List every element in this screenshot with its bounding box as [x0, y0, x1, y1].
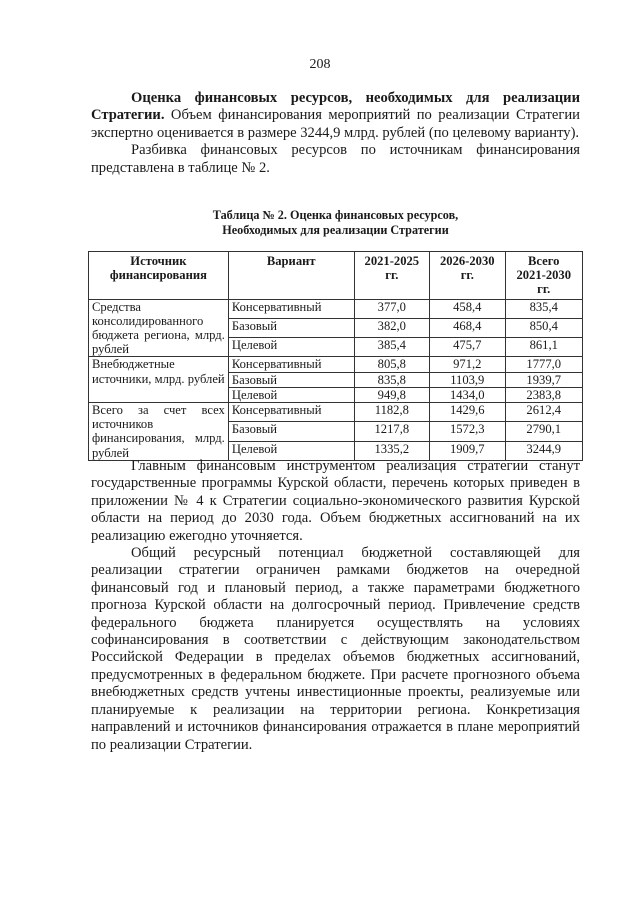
value-cell: 1434,0	[430, 387, 505, 402]
value-cell: 1429,6	[430, 403, 505, 422]
total-cell: 1777,0	[505, 357, 583, 372]
total-cell: 835,4	[505, 299, 583, 318]
table-row	[89, 403, 583, 422]
financing-table	[88, 251, 583, 461]
variant-cell: Целевой	[228, 441, 354, 460]
total-cell: 2790,1	[505, 422, 583, 441]
value-cell: 1572,3	[430, 422, 505, 441]
page-number: 208	[309, 57, 331, 72]
table-caption-line-1: Таблица № 2. Оценка финансовых ресурсов,	[212, 208, 459, 222]
value-cell: 971,2	[430, 357, 505, 372]
variant-cell: Базовый	[228, 318, 354, 337]
total-cell: 1939,7	[505, 372, 583, 387]
value-cell: 1217,8	[354, 422, 429, 441]
value-cell: 1909,7	[430, 441, 505, 460]
header-period-2021-2025: 2021-2025 гг.	[354, 252, 429, 300]
value-cell: 1335,2	[354, 441, 429, 460]
value-cell: 468,4	[430, 318, 505, 337]
value-cell: 1182,8	[354, 403, 429, 422]
variant-cell: Целевой	[228, 387, 354, 402]
total-cell: 861,1	[505, 338, 583, 357]
source-cell: Средства консолидированного бюджета региона, млрд. рублей	[89, 299, 229, 357]
header-total: Всего 2021-2030 гг.	[505, 252, 583, 300]
intro-paragraph-1-rest: Объем финансирования мероприятий по реализации Стратегии экспертно оценивается в размере 3244,9 млрд. рублей (по целевому варианту).	[91, 107, 580, 141]
total-cell: 2383,8	[505, 387, 583, 402]
variant-cell: Консервативный	[228, 299, 354, 318]
header-period-2026-2030: 2026-2030 гг.	[430, 252, 505, 300]
value-cell: 385,4	[354, 338, 429, 357]
value-cell: 949,8	[354, 387, 429, 402]
value-cell: 1103,9	[430, 372, 505, 387]
header-source: Источник финансирования	[89, 252, 229, 300]
intro-paragraph-2: Разбивка финансовых ресурсов по источникам финансирования представлена в таблице № 2.	[91, 142, 580, 176]
value-cell: 835,8	[354, 372, 429, 387]
variant-cell: Консервативный	[228, 403, 354, 422]
value-cell: 382,0	[354, 318, 429, 337]
header-variant: Вариант	[228, 252, 354, 300]
table-row	[89, 299, 583, 318]
total-cell: 2612,4	[505, 403, 583, 422]
table-header-row	[89, 252, 583, 300]
table-row	[89, 357, 583, 372]
variant-cell: Базовый	[228, 422, 354, 441]
body-paragraph-1: Главным финансовым инструментом реализация стратегии станут государственные программы Курской области, перечень которых приведен в приложении № 4 к Стратегии социально-экономического развития Курской области на период до 2030 года. Объем бюджетных ассигнований на их реализацию ежегодно уточняется.	[91, 458, 580, 544]
table-caption-line-2: Необходимых для реализации Стратегии	[222, 222, 449, 237]
intro-section	[91, 90, 580, 177]
variant-cell: Целевой	[228, 338, 354, 357]
value-cell: 377,0	[354, 299, 429, 318]
body-paragraph-2: Общий ресурсный потенциал бюджетной составляющей для реализации стратегии ограничен рамками бюджетов на очередной финансовый год и плановый период, а также параметрами бюджетного прогноза Курской области на долгосрочный период. Привлечение средств федерального бюджета планируется осуществлять на условиях софинансирования в соответствии с действующим законодательством Российской Федерации в пределах объемов бюджетных ассигнований, предусмотренных в федеральном бюджете. При расчете прогнозного объема внебюджетных средств учтены инвестиционные проекты, реализуемые или планируемые к реализации на территории региона. Конкретизация направлений и источников финансирования отражается в плане мероприятий по реализации Стратегии.	[91, 545, 580, 753]
value-cell: 475,7	[430, 338, 505, 357]
variant-cell: Базовый	[228, 372, 354, 387]
total-cell: 3244,9	[505, 441, 583, 460]
intro-paragraph-1	[91, 90, 580, 142]
body-section	[91, 458, 580, 754]
source-cell: Внебюджетные источники, млрд. рублей	[89, 357, 229, 403]
source-cell: Всего за счет всех источников финансирования, млрд. рублей	[89, 403, 229, 461]
intro-bold-lead: Оценка финансовых ресурсов, необходимых для реализации Стратегии.	[91, 90, 580, 124]
table-caption	[91, 208, 580, 237]
value-cell: 458,4	[430, 299, 505, 318]
variant-cell: Консервативный	[228, 357, 354, 372]
value-cell: 805,8	[354, 357, 429, 372]
total-cell: 850,4	[505, 318, 583, 337]
